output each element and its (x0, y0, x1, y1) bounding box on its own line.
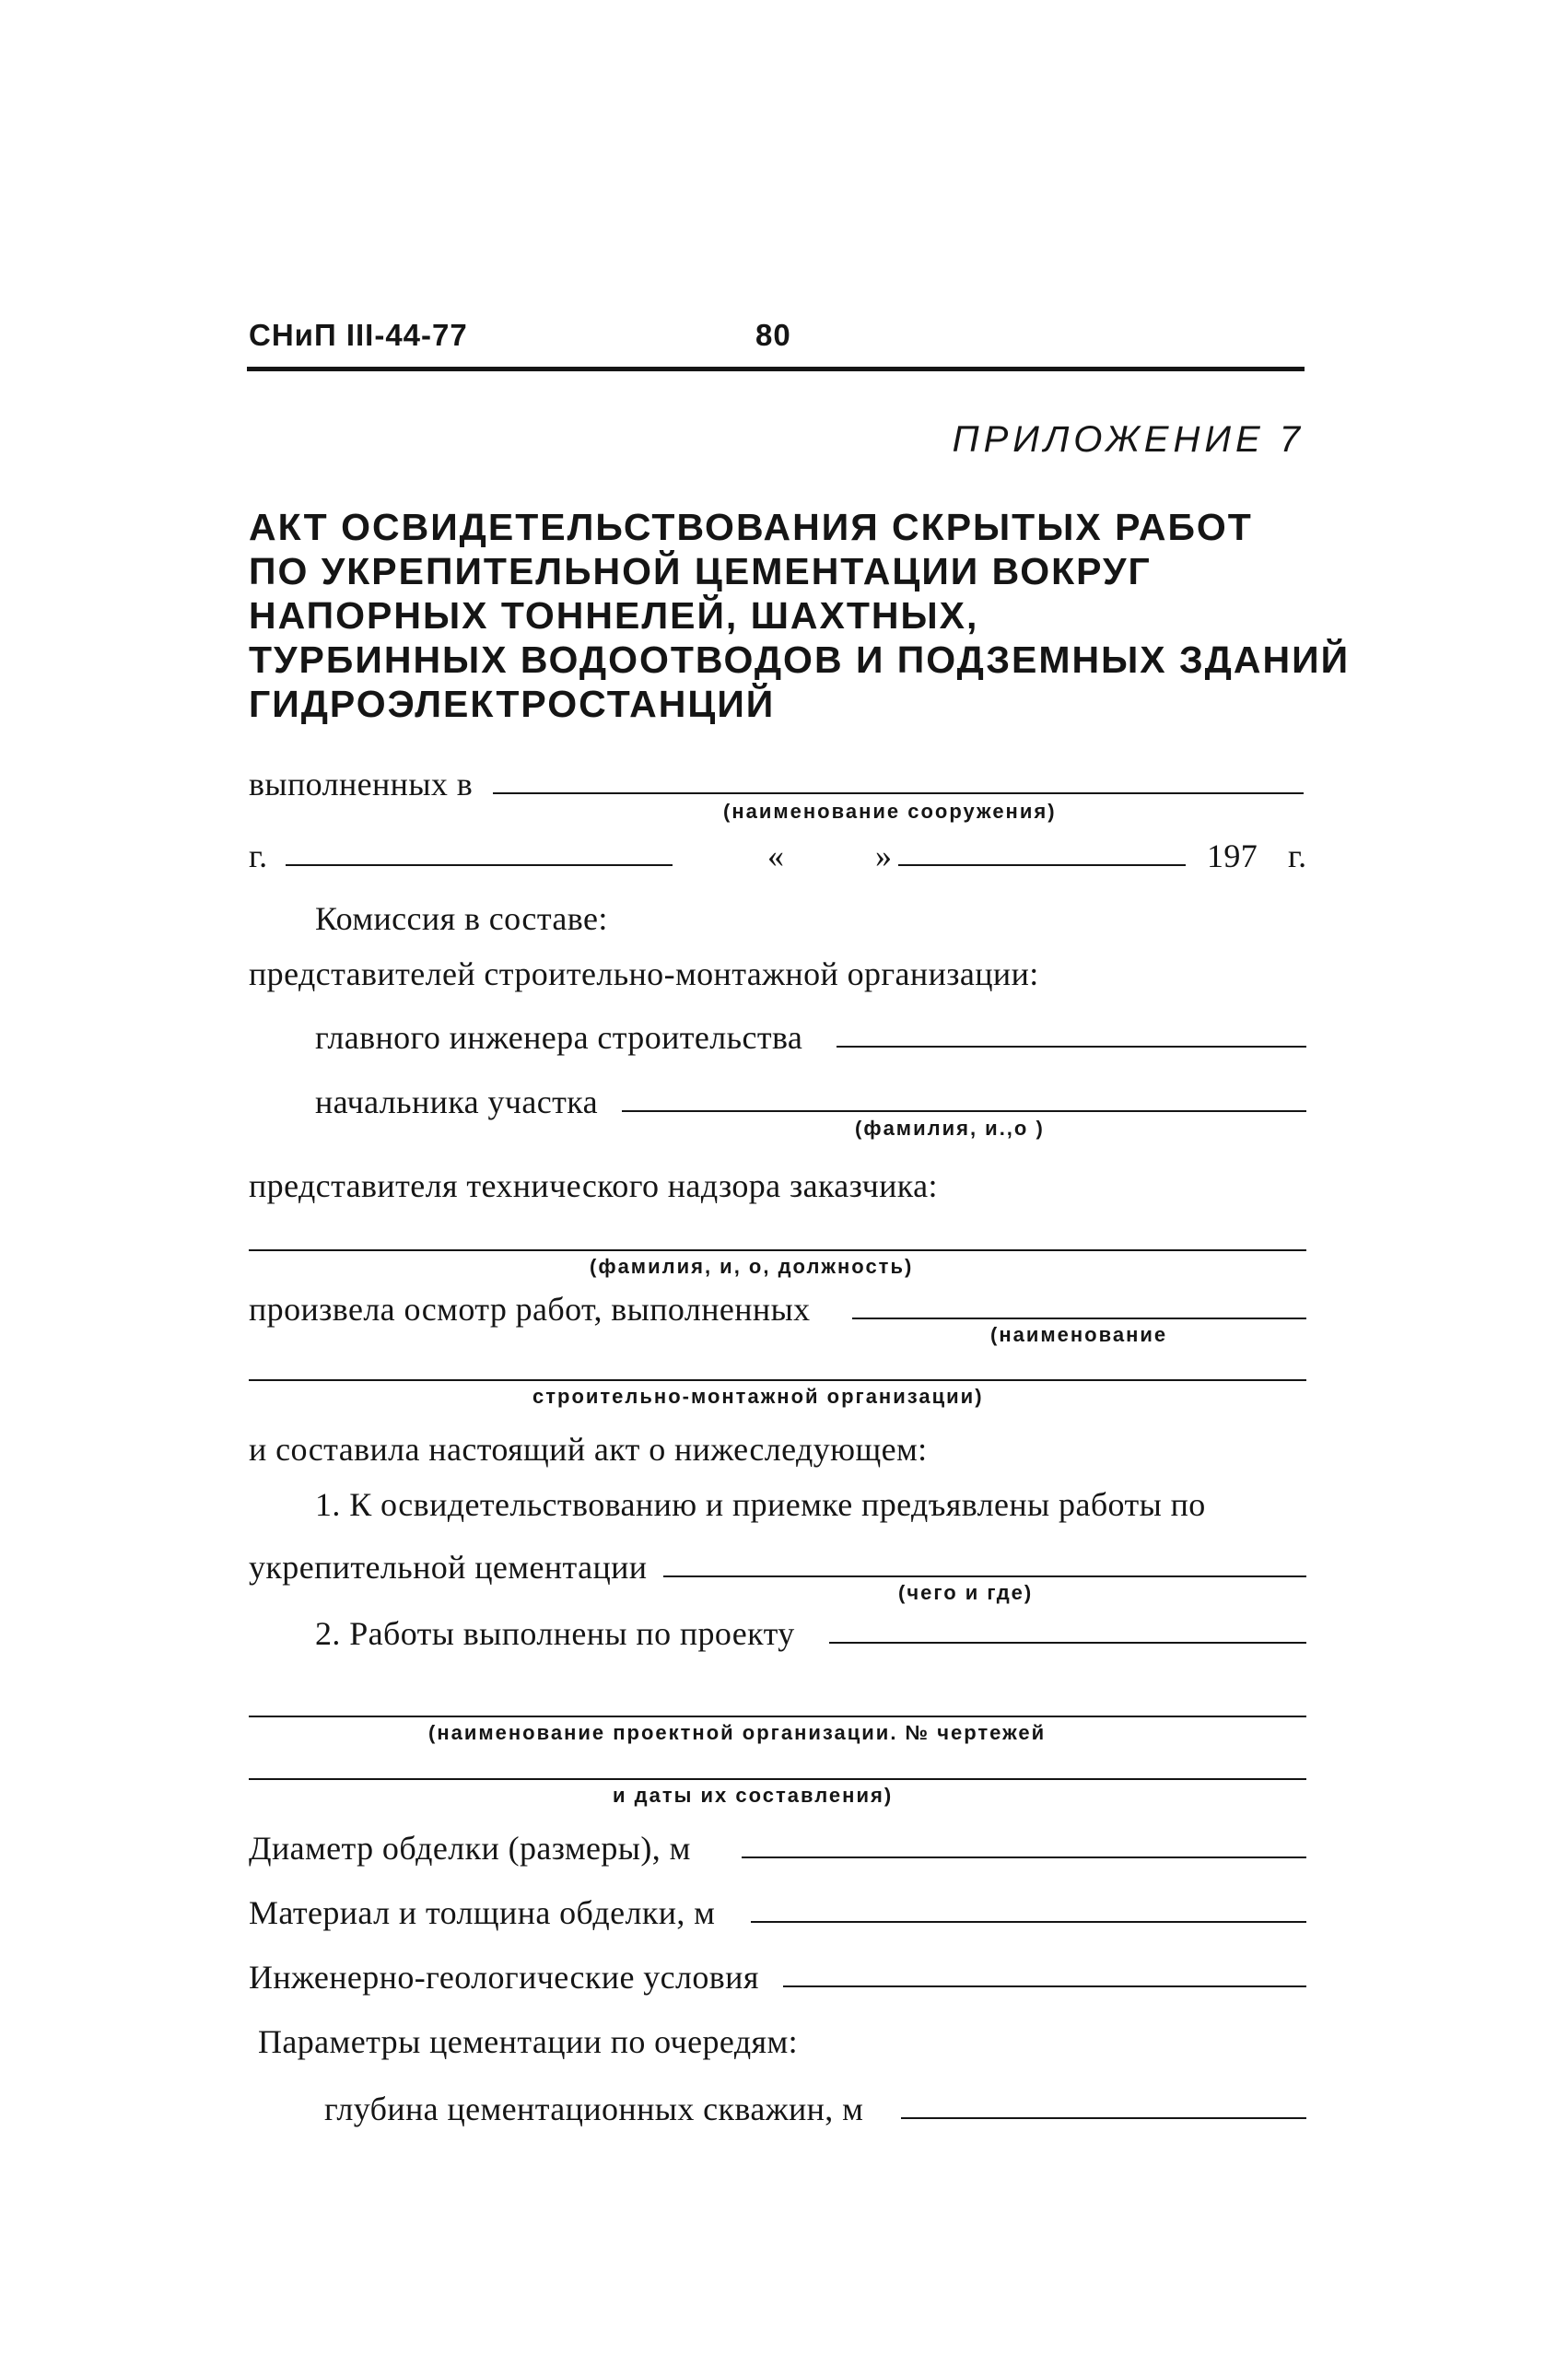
commission-label: Комиссия в составе: (315, 900, 608, 937)
inspected-label: произвела осмотр работ, выполненных (249, 1291, 811, 1328)
city-label: г. (249, 837, 268, 874)
title-line: ГИДРОЭЛЕКТРОСТАНЦИЙ (249, 683, 776, 725)
project-caption-2: и даты их составления) (613, 1784, 894, 1807)
geology-label: Инженерно-геологические условия (249, 1959, 759, 1996)
org-caption-1: (наименование (990, 1323, 1168, 1346)
year-suffix: г. (1288, 837, 1307, 874)
org-caption-2: строительно-монтажной организации) (532, 1385, 984, 1408)
project-field-3[interactable] (249, 1778, 1306, 1780)
title-line: НАПОРНЫХ ТОННЕЛЕЙ, ШАХТНЫХ, (249, 594, 979, 637)
structure-name-field[interactable] (493, 792, 1304, 794)
year-prefix: 197 (1207, 837, 1258, 874)
what-where-caption: (чего и где) (898, 1581, 1034, 1604)
title-line: АКТ ОСВИДЕТЕЛЬСТВОВАНИЯ СКРЫТЫХ РАБОТ (249, 506, 1253, 548)
title-line: ТУРБИННЫХ ВОДООТВОДОВ И ПОДЗЕМНЫХ ЗДАНИЙ (249, 638, 1351, 681)
title-line: ПО УКРЕПИТЕЛЬНОЙ ЦЕМЕНТАЦИИ ВОКРУГ (249, 550, 1152, 592)
item-1-line-2: укрепительной цементации (249, 1549, 648, 1586)
depth-field[interactable] (901, 2117, 1306, 2119)
header-rule (247, 367, 1305, 371)
site-head-field[interactable] (622, 1110, 1306, 1112)
chief-engineer-field[interactable] (837, 1046, 1306, 1048)
city-field[interactable] (286, 864, 673, 866)
project-field-1[interactable] (829, 1642, 1306, 1644)
quote-open: « (767, 837, 785, 874)
what-where-field[interactable] (663, 1575, 1306, 1577)
name-position-caption: (фамилия, и, о, должность) (590, 1255, 914, 1278)
depth-label: глубина цементационных скважин, м (324, 2091, 864, 2127)
page-number: 80 (755, 318, 791, 352)
item-1-line-1: 1. К освидетельствованию и приемке предъявлены работы по (315, 1486, 1206, 1523)
geology-field[interactable] (783, 1985, 1306, 1987)
name-caption: (фамилия, и.,о ) (855, 1117, 1045, 1140)
performed-in-label: выполненных в (249, 766, 474, 802)
item-2-label: 2. Работы выполнены по проекту (315, 1615, 795, 1652)
tech-supervision-field[interactable] (249, 1249, 1306, 1251)
tech-supervision-label: представителя технического надзора заказчика: (249, 1167, 938, 1204)
builder-reps-label: представителей строительно-монтажной организации: (249, 955, 1039, 992)
quote-close: » (875, 837, 893, 874)
structure-caption: (наименование сооружения) (723, 800, 1057, 823)
compiled-label: и составила настоящий акт о нижеследующем: (249, 1431, 928, 1468)
diameter-label: Диаметр обделки (размеры), м (249, 1830, 691, 1867)
chief-engineer-label: главного инженера строительства (315, 1019, 803, 1056)
material-label: Материал и толщина обделки, м (249, 1894, 716, 1931)
document-title (249, 505, 1350, 726)
project-caption-1: (наименование проектной организации. № чертежей (428, 1721, 1047, 1744)
material-field[interactable] (751, 1921, 1306, 1923)
appendix-label: ПРИЛОЖЕНИЕ 7 (952, 419, 1305, 460)
params-label: Параметры цементации по очередям: (258, 2023, 799, 2060)
contractor-field-2[interactable] (249, 1379, 1306, 1381)
date-field[interactable] (898, 864, 1186, 866)
site-head-label: начальника участка (315, 1083, 598, 1120)
diameter-field[interactable] (742, 1856, 1306, 1858)
project-field-2[interactable] (249, 1716, 1306, 1717)
document-code: СНиП III-44-77 (249, 318, 468, 352)
contractor-field-1[interactable] (852, 1318, 1306, 1319)
